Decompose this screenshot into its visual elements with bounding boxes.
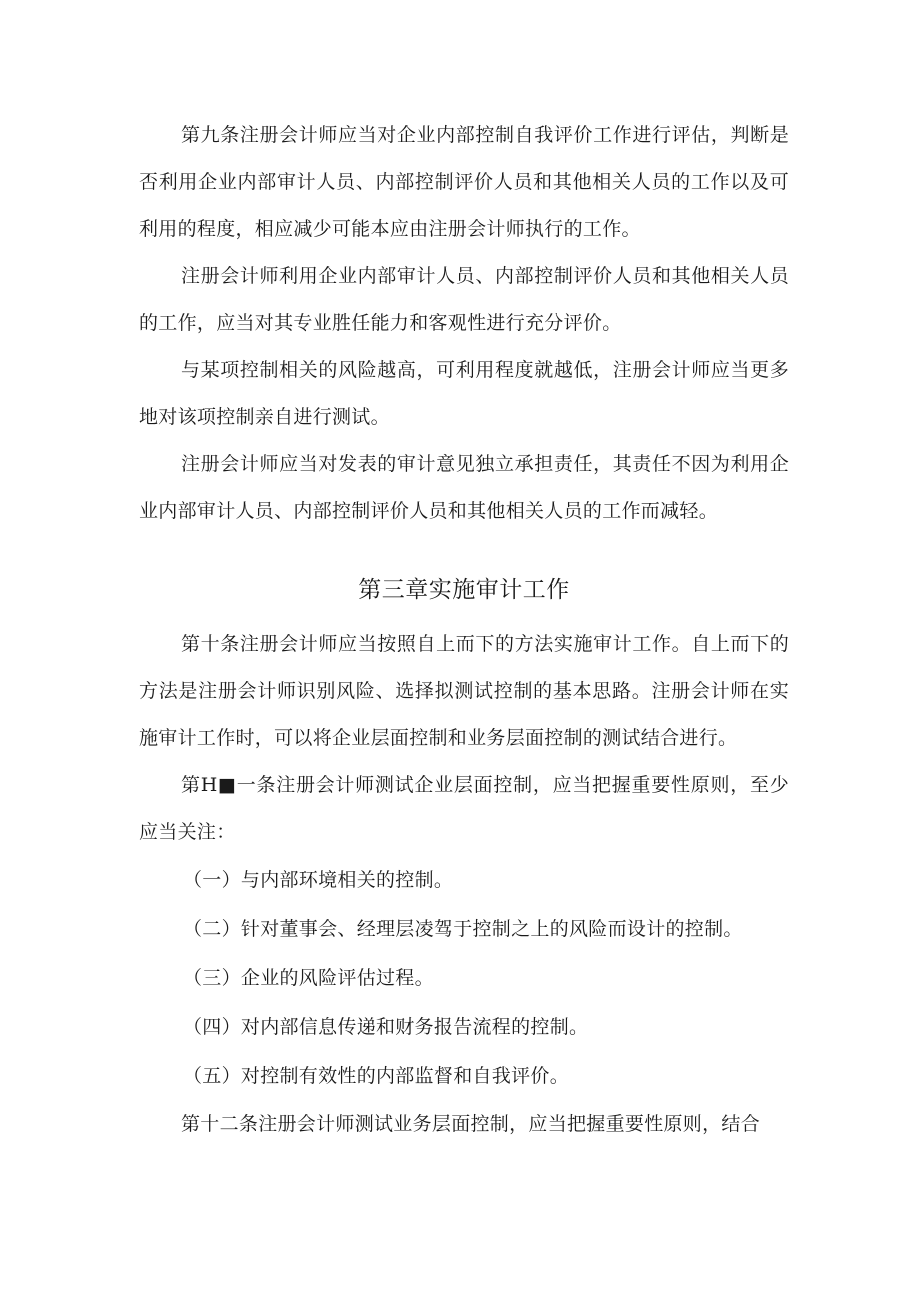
list-item: （四）对内部信息传递和财务报告流程的控制。 xyxy=(183,1016,589,1038)
list-item: （二）针对董事会、经理层凌驾于控制之上的风险而设计的控制。 xyxy=(183,918,743,940)
paragraph-risk-level: 与某项控制相关的风险越高，可利用程度就越低，注册会计师应当更多地对该项控制亲自进行测试。 xyxy=(139,359,789,428)
paragraph-article-9: 第九条注册会计师应当对企业内部控制自我评价工作进行评估，判断是否利用企业内部审计人员、内部控制评价人员和其他相关人员的工作以及可利用的程度，相应减少可能本应由注册会计师执行的工作。 xyxy=(139,124,789,240)
paragraph-use-of-others: 注册会计师利用企业内部审计人员、内部控制评价人员和其他相关人员的工作，应当对其专业胜任能力和客观性进行充分评价。 xyxy=(139,265,789,334)
list-item: （一）与内部环境相关的控制。 xyxy=(183,869,454,891)
list-item: （三）企业的风险评估过程。 xyxy=(183,967,434,989)
paragraph-article-12: 第十二条注册会计师测试业务层面控制，应当把握重要性原则，结合 xyxy=(181,1113,761,1135)
chapter-title: 第三章实施审计工作 xyxy=(358,577,570,603)
list-item: （五）对控制有效性的内部监督和自我评价。 xyxy=(183,1065,570,1087)
paragraph-article-10: 第十条注册会计师应当按照自上而下的方法实施审计工作。自上而下的方法是注册会计师识别风险、选择拟测试控制的基本思路。注册会计师在实施审计工作时，可以将企业层面控制和业务层面控制的测试结合进行。 xyxy=(139,633,789,749)
paragraph-article-11: 第H■一条注册会计师测试企业层面控制，应当把握重要性原则，至少应当关注： xyxy=(139,774,789,843)
paragraph-responsibility: 注册会计师应当对发表的审计意见独立承担责任，其责任不因为利用企业内部审计人员、内部控制评价人员和其他相关人员的工作而减轻。 xyxy=(139,453,789,522)
document-page xyxy=(139,112,789,1148)
enumerated-list xyxy=(139,856,789,1101)
